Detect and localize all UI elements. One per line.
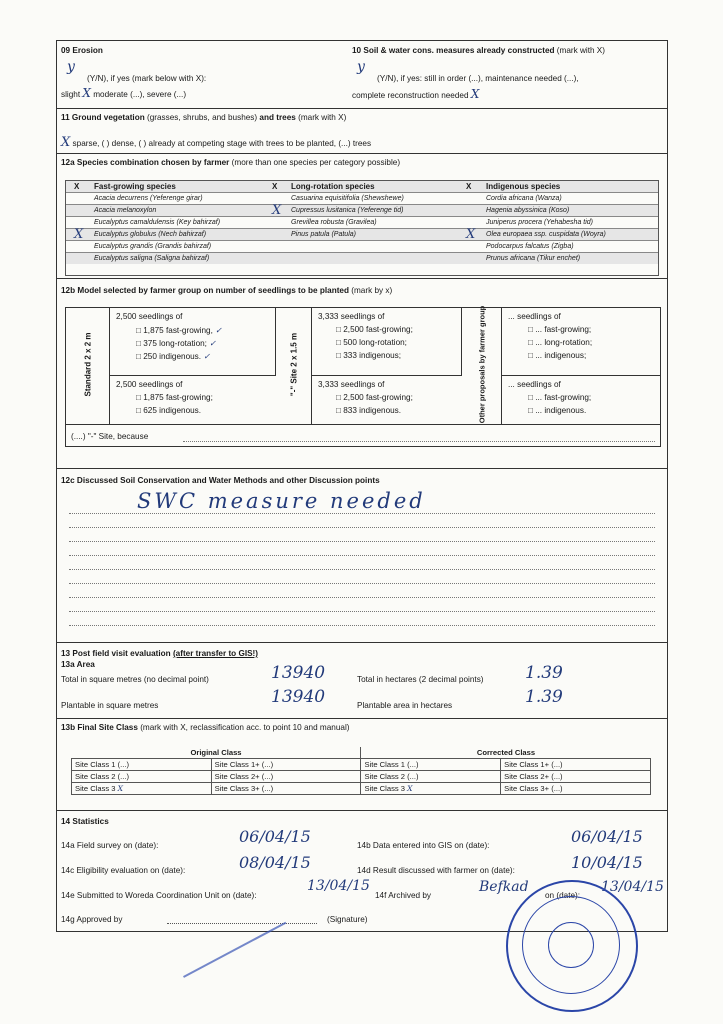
model-a3: 250 indigenous. xyxy=(143,352,202,361)
discussion-title: 12c Discussed Soil Conservation and Water Methods and other Discussion points xyxy=(61,476,380,485)
species-fast-0: Acacia decurrens (Yeferenge girar) xyxy=(94,195,203,202)
model-e2: ... long-rotation; xyxy=(535,338,593,347)
model-because: (....) "-" Site, because xyxy=(71,432,149,441)
stat-f-value: 13/04/15 xyxy=(601,879,664,895)
corr-right-3: Site Class 3+ (...) xyxy=(501,783,651,795)
section-erosion-swc xyxy=(57,41,667,109)
stat-c-label: 14c Eligibility evaluation on (date): xyxy=(61,866,186,875)
species-fast-3: Eucalyptus globulus (Nech bahirzaf) xyxy=(94,231,207,238)
species-indig-header: Indigenous species xyxy=(486,182,561,191)
model-grid: Standard 2 x 2 m 2,500 seedlings of □ 1,875 fast-growing, ✓ □ 375 long-rotation; ✓ □ 250 indigenous. ✓ 2,500 seedlings of □ 1,875 fast-growing; □ 625 indigenous. "-" Site 2 x 1.5 m 3,333 seedlings of □ 2,500 fast-growing; □ 500 long-rotation; □ 333 indigenous; 3,333 seedlings of □ 2,500 fast-growing; □ 833 indigenous. Other proposals by farmer group ... seedlings of □ ... fast-growing; □ ... long-rotation; □ ... indigenous; ... seedlings of □ ... fast-growing; □ ... indigenous. xyxy=(65,307,661,425)
statistics-title: 14 Statistics xyxy=(61,817,109,826)
model-b-head: 2,500 seedlings of xyxy=(116,380,183,389)
species-fast-2: Eucalyptus camaldulensis (Key bahirzaf) xyxy=(94,219,221,226)
original-class-header: Original Class xyxy=(72,747,361,759)
vegetation-title: 11 Ground vegetation xyxy=(61,113,145,122)
species-long-2: Grevillea robusta (Gravilea) xyxy=(291,219,377,226)
corr-right-2: Site Class 2+ (...) xyxy=(501,771,651,783)
erosion-slight: slight xyxy=(61,90,81,99)
swc-title: 10 Soil & water cons. measures already constructed xyxy=(352,46,555,55)
species-fast-1: Acacia melanoxylon xyxy=(94,207,157,214)
swc-note: (mark with X) xyxy=(556,46,605,55)
species-fast-5: Eucalyptus saligna (Saligna bahirzaf) xyxy=(94,255,210,262)
corr-left-3: Site Class 3 xyxy=(364,784,406,793)
orig-left-3: Site Class 3 xyxy=(75,784,116,793)
stat-d-value: 10/04/15 xyxy=(571,853,643,872)
section-model xyxy=(57,279,667,469)
species-long-mark: X xyxy=(272,203,282,218)
species-fast-header: Fast-growing species xyxy=(94,182,176,191)
orig-right-1: Site Class 1+ (...) xyxy=(211,759,361,771)
psqm-label: Plantable in square metres xyxy=(61,701,159,710)
form-page xyxy=(56,40,668,932)
model-c2: 500 long-rotation; xyxy=(343,338,407,347)
stat-g-label: 14g Approved by xyxy=(61,915,123,924)
model-e3: ... indigenous; xyxy=(535,351,587,360)
vegetation-note: (mark with X) xyxy=(298,113,347,122)
model-e-head: ... seedlings of xyxy=(508,312,561,321)
model-c3: 333 indigenous; xyxy=(343,351,402,360)
model-other-label: Other proposals by farmer group xyxy=(477,305,487,424)
species-row xyxy=(66,205,658,217)
model-title: 12b Model selected by farmer group on number of seedlings to be planted xyxy=(61,286,349,295)
species-indig-0: Cordia africana (Wanza) xyxy=(486,195,562,202)
species-fast-4: Eucalyptus grandis (Grandis bahirzaf) xyxy=(94,243,212,250)
species-table xyxy=(65,180,659,276)
model-a-head: 2,500 seedlings of xyxy=(116,312,183,321)
model-b2: 625 indigenous. xyxy=(143,406,202,415)
official-seal-icon xyxy=(506,880,638,1012)
swc-line2: complete reconstruction needed xyxy=(352,91,469,100)
stat-e-label: 14e Submitted to Woreda Coordination Unit on (date): xyxy=(61,891,257,900)
species-title: 12a Species combination chosen by farmer xyxy=(61,158,230,167)
species-row xyxy=(66,217,658,229)
species-long-0: Casuarina equisitifolia (Shewshewe) xyxy=(291,195,404,202)
model-a1: 1,875 fast-growing, xyxy=(143,326,213,335)
sqm-label: Total in square metres (no decimal point) xyxy=(61,675,209,684)
stat-a-value: 06/04/15 xyxy=(239,827,311,846)
species-row xyxy=(66,253,658,264)
species-fast-mark: X xyxy=(74,227,84,242)
vegetation-title3: and trees xyxy=(259,113,296,122)
species-x-header-fast: X xyxy=(74,182,80,191)
model-standard-label: Standard 2 x 2 m xyxy=(83,332,93,397)
ha-label: Total in hectares (2 decimal points) xyxy=(357,675,484,684)
erosion-mark: X xyxy=(82,86,91,100)
pha-value: 1.39 xyxy=(525,687,563,707)
vegetation-mark: X xyxy=(61,135,71,150)
corr-mark: X xyxy=(407,784,413,793)
species-row xyxy=(66,241,658,253)
model-d-head: 3,333 seedlings of xyxy=(318,380,385,389)
section-site-class xyxy=(57,719,667,811)
model-f1: ... fast-growing; xyxy=(535,393,592,402)
pha-label: Plantable area in hectares xyxy=(357,701,453,710)
section-species xyxy=(57,154,667,279)
orig-left-2: Site Class 2 (...) xyxy=(72,771,212,783)
vegetation-title2: (grasses, shrubs, and bushes) xyxy=(147,113,258,122)
model-f2: ... indigenous. xyxy=(535,406,587,415)
swc-answer: y xyxy=(357,59,365,75)
section-post-visit xyxy=(57,643,667,719)
species-indig-4: Podocarpus falcatus (Zigba) xyxy=(486,243,574,250)
sqm-value: 13940 xyxy=(271,663,326,683)
section-discussion xyxy=(57,469,667,643)
orig-right-2: Site Class 2+ (...) xyxy=(211,771,361,783)
model-b1: 1,875 fast-growing; xyxy=(143,393,213,402)
stat-d-label: 14d Result discussed with farmer on (date): xyxy=(357,866,515,875)
erosion-line1: (Y/N), if yes (mark below with X): xyxy=(87,74,207,83)
stat-a-label: 14a Field survey on (date): xyxy=(61,841,159,850)
model-a2: 375 long-rotation; xyxy=(143,339,207,348)
corrected-class-header: Corrected Class xyxy=(361,747,651,759)
model-f-head: ... seedlings of xyxy=(508,380,561,389)
site-class-note: (mark with X, reclassification acc. to point 10 and manual) xyxy=(140,723,350,732)
species-note: (more than one species per category possible) xyxy=(231,158,401,167)
model-d2: 833 indigenous. xyxy=(343,406,402,415)
stat-g-signature: (Signature) xyxy=(327,915,368,924)
erosion-title: 09 Erosion xyxy=(61,46,103,55)
species-x-header-long: X xyxy=(272,182,278,191)
species-long-header: Long-rotation species xyxy=(291,182,375,191)
species-row xyxy=(66,193,658,205)
model-d1: 2,500 fast-growing; xyxy=(343,393,413,402)
species-indig-1: Hagenia abyssinica (Koso) xyxy=(486,207,570,214)
stat-f-by: Befkad xyxy=(479,879,529,895)
site-class-table xyxy=(71,747,651,795)
model-site-label: "-" Site 2 x 1.5 m xyxy=(289,332,299,397)
orig-right-3: Site Class 3+ (...) xyxy=(211,783,361,795)
orig-mark: X xyxy=(117,784,124,793)
area-sub: 13a Area xyxy=(61,660,95,669)
swc-line1: (Y/N), if yes: still in order (...), maintenance needed (...), xyxy=(377,74,579,83)
species-indig-mark: X xyxy=(466,227,476,242)
ha-value: 1.39 xyxy=(525,663,563,683)
site-class-title: 13b Final Site Class xyxy=(61,723,138,732)
model-c-head: 3,333 seedlings of xyxy=(318,312,385,321)
corr-left-1: Site Class 1 (...) xyxy=(361,759,501,771)
erosion-moderate: moderate (...), severe (...) xyxy=(93,90,187,99)
species-x-header-indig: X xyxy=(466,182,472,191)
species-indig-5: Prunus africana (Tikur enchet) xyxy=(486,255,581,262)
stat-f-label: 14f Archived by xyxy=(375,891,431,900)
psqm-value: 13940 xyxy=(271,687,326,707)
species-long-1: Cupressus lusitanica (Yeferenge tid) xyxy=(291,207,404,214)
discussion-handwritten: SWC measure needed xyxy=(137,489,426,513)
model-note: (mark by x) xyxy=(351,286,393,295)
stat-c-value: 08/04/15 xyxy=(239,853,311,872)
orig-left-1: Site Class 1 (...) xyxy=(72,759,212,771)
species-row xyxy=(66,229,658,241)
stat-b-label: 14b Data entered into GIS on (date): xyxy=(357,841,490,850)
post-visit-title: 13 Post field visit evaluation xyxy=(61,649,171,658)
stat-b-value: 06/04/15 xyxy=(571,827,643,846)
section-ground-vegetation xyxy=(57,109,667,154)
species-long-3: Pinus patula (Patula) xyxy=(291,231,356,238)
swc-mark: X xyxy=(470,87,480,101)
species-indig-2: Juniperus procera (Yehabesha tid) xyxy=(486,219,594,226)
species-indig-3: Olea europaea ssp. cuspidata (Woyra) xyxy=(486,231,606,238)
corr-right-1: Site Class 1+ (...) xyxy=(501,759,651,771)
stat-e-value: 13/04/15 xyxy=(307,878,370,894)
stat-f-on: on (date): xyxy=(545,891,581,900)
model-e1: ... fast-growing; xyxy=(535,325,592,334)
corr-left-2: Site Class 2 (...) xyxy=(361,771,501,783)
post-visit-title2: (after transfer to GIS!) xyxy=(172,649,259,658)
species-header-row xyxy=(66,181,658,193)
model-c1: 2,500 fast-growing; xyxy=(343,325,413,334)
vegetation-options: sparse, ( ) dense, ( ) already at competing stage with trees to be planted, (...) trees xyxy=(72,139,372,148)
erosion-answer: y xyxy=(67,59,75,75)
